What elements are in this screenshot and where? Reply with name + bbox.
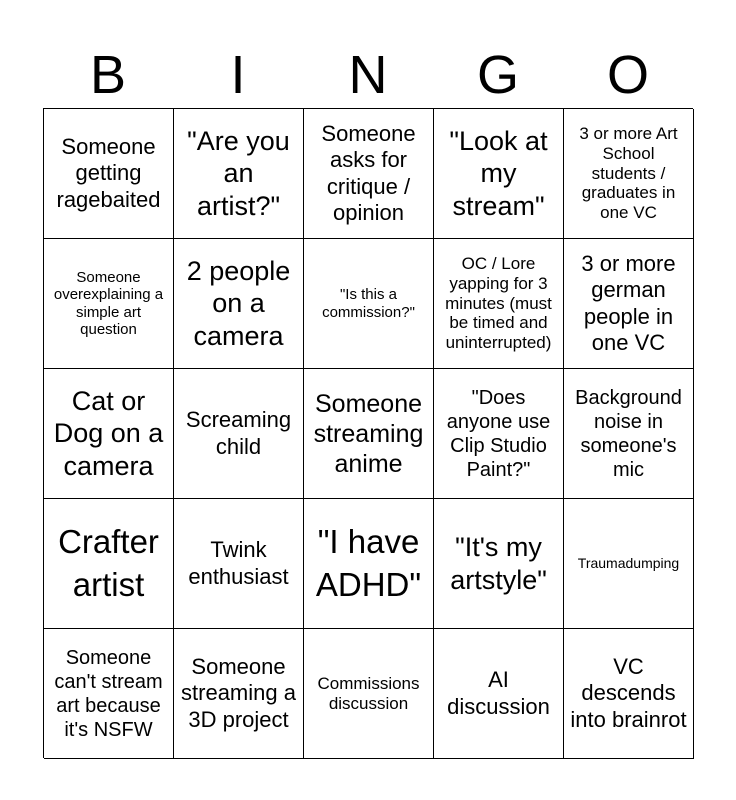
header-letter-o: O <box>606 45 649 105</box>
bingo-cell-r2-c4[interactable]: OC / Lore yapping for 3 minutes (must be timed and uninterrupted) <box>434 239 564 369</box>
bingo-cell-r1-c3[interactable]: Someone asks for critique / opinion <box>304 109 434 239</box>
header-letter-b: B <box>89 45 127 105</box>
bingo-cell-r1-c2[interactable]: "Are you an artist?" <box>174 109 304 239</box>
header-letter-n: N <box>348 45 388 105</box>
bingo-cell-r1-c5[interactable]: 3 or more Art School students / graduates in one VC <box>564 109 694 239</box>
bingo-cell-r4-c5[interactable]: Traumadumping <box>564 499 694 629</box>
header-letter-g: G <box>476 45 519 105</box>
bingo-cell-r5-c2[interactable]: Someone streaming a 3D project <box>174 629 304 759</box>
bingo-cell-r4-c1[interactable]: Crafter artist <box>44 499 174 629</box>
bingo-cell-r5-c4[interactable]: AI discussion <box>434 629 564 759</box>
bingo-cell-r4-c3[interactable]: "I have ADHD" <box>304 499 434 629</box>
bingo-cell-r2-c5[interactable]: 3 or more german people in one VC <box>564 239 694 369</box>
bingo-cell-r3-c2[interactable]: Screaming child <box>174 369 304 499</box>
bingo-cell-r4-c2[interactable]: Twink enthusiast <box>174 499 304 629</box>
bingo-cell-r4-c4[interactable]: "It's my artstyle" <box>434 499 564 629</box>
bingo-cell-r3-c5[interactable]: Background noise in someone's mic <box>564 369 694 499</box>
bingo-cell-r1-c1[interactable]: Someone getting ragebaited <box>44 109 174 239</box>
bingo-cell-r3-c3[interactable]: Someone streaming anime <box>304 369 434 499</box>
bingo-cell-r3-c1[interactable]: Cat or Dog on a camera <box>44 369 174 499</box>
bingo-cell-r5-c1[interactable]: Someone can't stream art because it's NSFW <box>44 629 174 759</box>
header-letter-i: I <box>230 45 246 105</box>
bingo-cell-r5-c3[interactable]: Commissions discussion <box>304 629 434 759</box>
bingo-cell-r2-c1[interactable]: Someone overexplaining a simple art question <box>44 239 174 369</box>
bingo-cell-r2-c3[interactable]: "Is this a commission?" <box>304 239 434 369</box>
bingo-cell-r5-c5[interactable]: VC descends into brainrot <box>564 629 694 759</box>
bingo-cell-r2-c2[interactable]: 2 people on a camera <box>174 239 304 369</box>
bingo-header <box>43 42 693 108</box>
bingo-cell-r1-c4[interactable]: "Look at my stream" <box>434 109 564 239</box>
bingo-cell-r3-c4[interactable]: "Does anyone use Clip Studio Paint?" <box>434 369 564 499</box>
bingo-board <box>43 108 693 758</box>
